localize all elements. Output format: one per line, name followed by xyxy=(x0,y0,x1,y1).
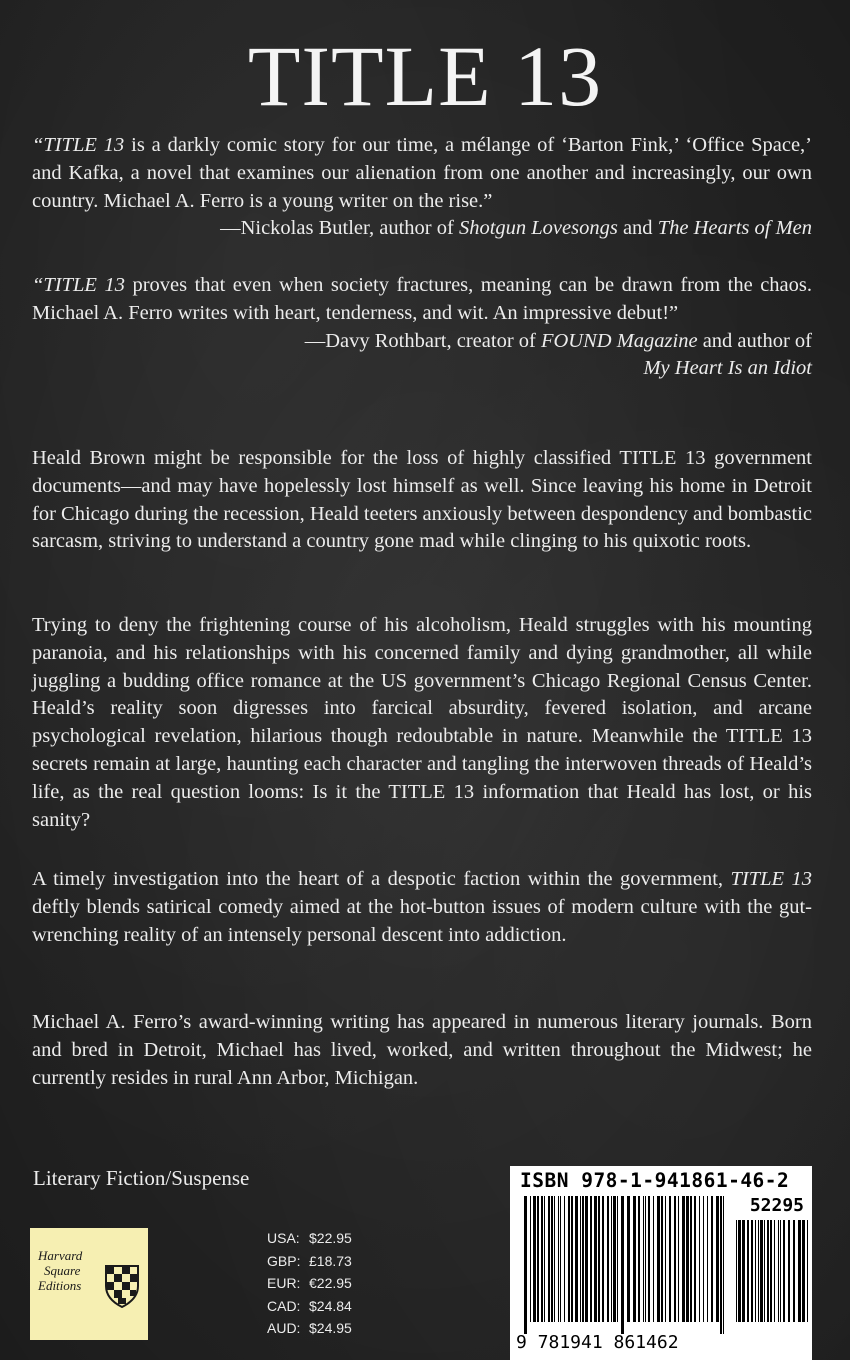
barcode-bar xyxy=(564,1196,565,1322)
barcode-bar xyxy=(802,1220,805,1322)
price-amount: $22.95 xyxy=(309,1230,352,1246)
blurb-quote-butler xyxy=(32,132,812,243)
barcode-bar xyxy=(607,1196,609,1322)
barcode-bar xyxy=(751,1220,753,1322)
price-currency: EUR: xyxy=(267,1275,301,1292)
barcode-bar xyxy=(711,1196,713,1322)
synopsis-paragraph-2 xyxy=(32,612,812,834)
barcode-bar xyxy=(686,1196,689,1322)
barcode-bar xyxy=(793,1220,795,1322)
barcode-bar xyxy=(594,1196,597,1322)
price-currency: AUD: xyxy=(267,1320,301,1337)
barcode-bar xyxy=(580,1196,581,1322)
barcode-bar xyxy=(767,1220,769,1322)
publisher-name-line: Editions xyxy=(38,1278,82,1293)
barcode-bar xyxy=(723,1196,724,1334)
attribution-magazine: FOUND Magazine xyxy=(540,329,698,352)
barcode-bar xyxy=(682,1196,685,1322)
book-title: TITLE 13 xyxy=(247,28,603,124)
barcode-bar xyxy=(611,1196,612,1322)
attribution-book: My Heart Is an Idiot xyxy=(643,357,812,380)
paragraph-start: A timely investigation into the heart of a despotic faction within the government, xyxy=(32,868,731,890)
barcode-bar xyxy=(530,1196,531,1322)
paragraph-title-em: TITLE 13 xyxy=(730,868,812,890)
barcode-bar xyxy=(758,1220,759,1322)
barcode-bar xyxy=(747,1220,749,1322)
barcode-bar xyxy=(627,1196,630,1322)
barcode-bar xyxy=(798,1220,801,1322)
attribution-book: The Hearts of Men xyxy=(657,217,812,240)
price-amount: €22.95 xyxy=(309,1275,352,1292)
barcode-bar xyxy=(707,1196,708,1322)
publisher-name xyxy=(38,1248,102,1293)
price-row xyxy=(267,1250,352,1273)
price-amount: £18.73 xyxy=(309,1252,352,1269)
barcode-bar xyxy=(736,1220,737,1322)
paragraph-text xyxy=(32,866,812,949)
price-amount: $24.95 xyxy=(309,1320,352,1337)
barcode-bar xyxy=(638,1196,640,1322)
ean-barcode-bars xyxy=(524,1196,724,1334)
price-row xyxy=(267,1272,352,1295)
quote-body: is a darkly comic story for our time, a mélange of ‘Barton Fink,’ ‘Office Space,’ and Kafka, a novel that examines our alienation from one another and increasingly, our own country. Michael A. Ferro is a young writer on the rise.” xyxy=(32,134,812,212)
barcode-bar xyxy=(560,1196,561,1322)
paragraph-text: Trying to deny the frightening course of his alcoholism, Heald struggles with his mounting paranoia, and his relationships with his concerned family and dying grandmother, all while juggling a budding office romance at the US government’s Chicago Regional Census Center. Heald’s reality soon digresses into farcical absurdity, fevered isolation, and arcane psychological revelation, hilarious though redoubtable in nature. Meanwhile the TITLE 13 secrets remain at large, haunting each character and tangling the interwoven threads of Heald’s life, as the real question looms: Is it the TITLE 13 information that Heald has lost, or his sanity? xyxy=(32,614,812,831)
barcode-bar xyxy=(665,1196,666,1322)
barcode-bar xyxy=(613,1196,616,1322)
barcode-bar xyxy=(807,1220,808,1322)
barcode-bar xyxy=(703,1196,704,1322)
attribution-mid: and author of xyxy=(697,329,812,352)
quote-title-em: “TITLE 13 xyxy=(32,134,125,156)
paragraph-text: Michael A. Ferro’s award-winning writing has appeared in numerous literary journals. Born and bred in Detroit, Michael has lived, worked, and written throughout the Midwest; he currently resides in rural Ann Arbor, Michigan. xyxy=(32,1011,812,1089)
price-currency: GBP: xyxy=(267,1252,301,1269)
barcode-bar xyxy=(780,1220,781,1322)
publisher-name-line: Harvard xyxy=(38,1248,83,1263)
publisher-logo xyxy=(30,1228,148,1340)
quote-body: proves that even when society fractures, meaning can be drawn from the chaos. Michael A. Ferro writes with heart, tenderness, and wit. An impressive debut!” xyxy=(32,274,812,324)
attribution-prefix: —Nickolas Butler, author of xyxy=(220,217,459,240)
barcode-bar xyxy=(738,1220,741,1322)
quote-text xyxy=(32,272,812,328)
price-row xyxy=(267,1227,352,1250)
barcode-bar xyxy=(760,1220,763,1322)
barcode-bar xyxy=(716,1196,719,1322)
barcode-bar xyxy=(764,1220,765,1322)
barcode-bar xyxy=(598,1196,600,1322)
quote-text xyxy=(32,132,812,215)
ean-digits: 9 781941 861462 xyxy=(516,1332,679,1353)
barcode-bar xyxy=(571,1196,573,1322)
price-amount: $24.84 xyxy=(309,1297,352,1314)
barcode-bar xyxy=(551,1196,553,1322)
barcode-bar xyxy=(554,1196,555,1322)
barcode-bar xyxy=(544,1196,545,1322)
barcode-bar xyxy=(653,1196,654,1322)
paragraph-rest: deftly blends satirical comedy aimed at the hot-button issues of modern culture with the gut-wrenching reality of an intensely personal descent into addiction. xyxy=(32,895,812,946)
barcode-bar xyxy=(770,1220,772,1322)
genre-label: Literary Fiction/Suspense xyxy=(33,1166,250,1190)
barcode-bar xyxy=(674,1196,676,1322)
barcode-bar xyxy=(524,1196,527,1334)
barcode-bar xyxy=(617,1196,618,1322)
barcode-bar xyxy=(755,1220,756,1322)
quote-attribution xyxy=(32,215,812,243)
barcode-bar xyxy=(742,1220,745,1322)
barcode-bar xyxy=(590,1196,592,1322)
quote-title-em: “TITLE 13 xyxy=(32,274,125,296)
barcode-bar xyxy=(669,1196,671,1322)
barcode-bar xyxy=(783,1220,785,1322)
attribution-and: and xyxy=(617,217,658,240)
barcode-bar xyxy=(575,1196,578,1322)
barcode-bar xyxy=(774,1220,775,1322)
price-currency: CAD: xyxy=(267,1297,301,1314)
shield-icon xyxy=(104,1264,140,1308)
barcode-bar xyxy=(778,1220,779,1322)
isbn-barcode xyxy=(510,1166,812,1360)
barcode-bar xyxy=(585,1196,588,1322)
barcode-bar xyxy=(621,1196,624,1334)
supplement-barcode-bars xyxy=(736,1220,808,1334)
isbn-label: ISBN 978-1-941861-46-2 xyxy=(520,1169,790,1192)
barcode-bar xyxy=(633,1196,636,1322)
price-currency: USA: xyxy=(267,1230,300,1246)
blurb-quote-rothbart xyxy=(32,272,812,383)
barcode-bar xyxy=(661,1196,663,1322)
barcode-bar xyxy=(582,1196,584,1322)
barcode-bar xyxy=(645,1196,646,1322)
price-row xyxy=(267,1317,352,1340)
barcode-bar xyxy=(537,1196,539,1322)
barcode-bar xyxy=(678,1196,679,1322)
barcode-bar xyxy=(699,1196,700,1322)
barcode-bar xyxy=(568,1196,570,1322)
barcode-bar xyxy=(643,1196,644,1322)
barcode-bar xyxy=(694,1196,696,1322)
barcode-bar xyxy=(720,1196,722,1334)
barcode-bar xyxy=(533,1196,536,1322)
price-list xyxy=(267,1227,352,1340)
author-bio xyxy=(32,1009,812,1092)
quote-attribution xyxy=(32,328,812,384)
barcode-bar xyxy=(648,1196,650,1322)
barcode-bar xyxy=(788,1220,790,1322)
attribution-prefix: —Davy Rothbart, creator of xyxy=(304,329,541,352)
price-row xyxy=(267,1295,352,1318)
paragraph-text: Heald Brown might be responsible for the loss of highly classified TITLE 13 government documents—and may have hopelessly lost himself as well. Since leaving his home in Detroit for Chicago during the recession, Heald teeters anxiously between despondency and bombastic sarcasm, striving to understand a country gone mad while clinging to his quixotic roots. xyxy=(32,447,812,553)
synopsis-paragraph-3 xyxy=(32,866,812,949)
barcode-price-code: 52295 xyxy=(749,1195,804,1216)
barcode-bar xyxy=(690,1196,692,1322)
barcode-bar xyxy=(541,1196,543,1322)
attribution-book: Shotgun Lovesongs xyxy=(458,217,618,240)
barcode-bar xyxy=(548,1196,550,1322)
publisher-name-line: Square xyxy=(44,1263,81,1278)
synopsis-paragraph-1 xyxy=(32,445,812,556)
barcode-bar xyxy=(602,1196,604,1322)
barcode-bar xyxy=(657,1196,660,1322)
barcode-bar xyxy=(558,1196,559,1322)
